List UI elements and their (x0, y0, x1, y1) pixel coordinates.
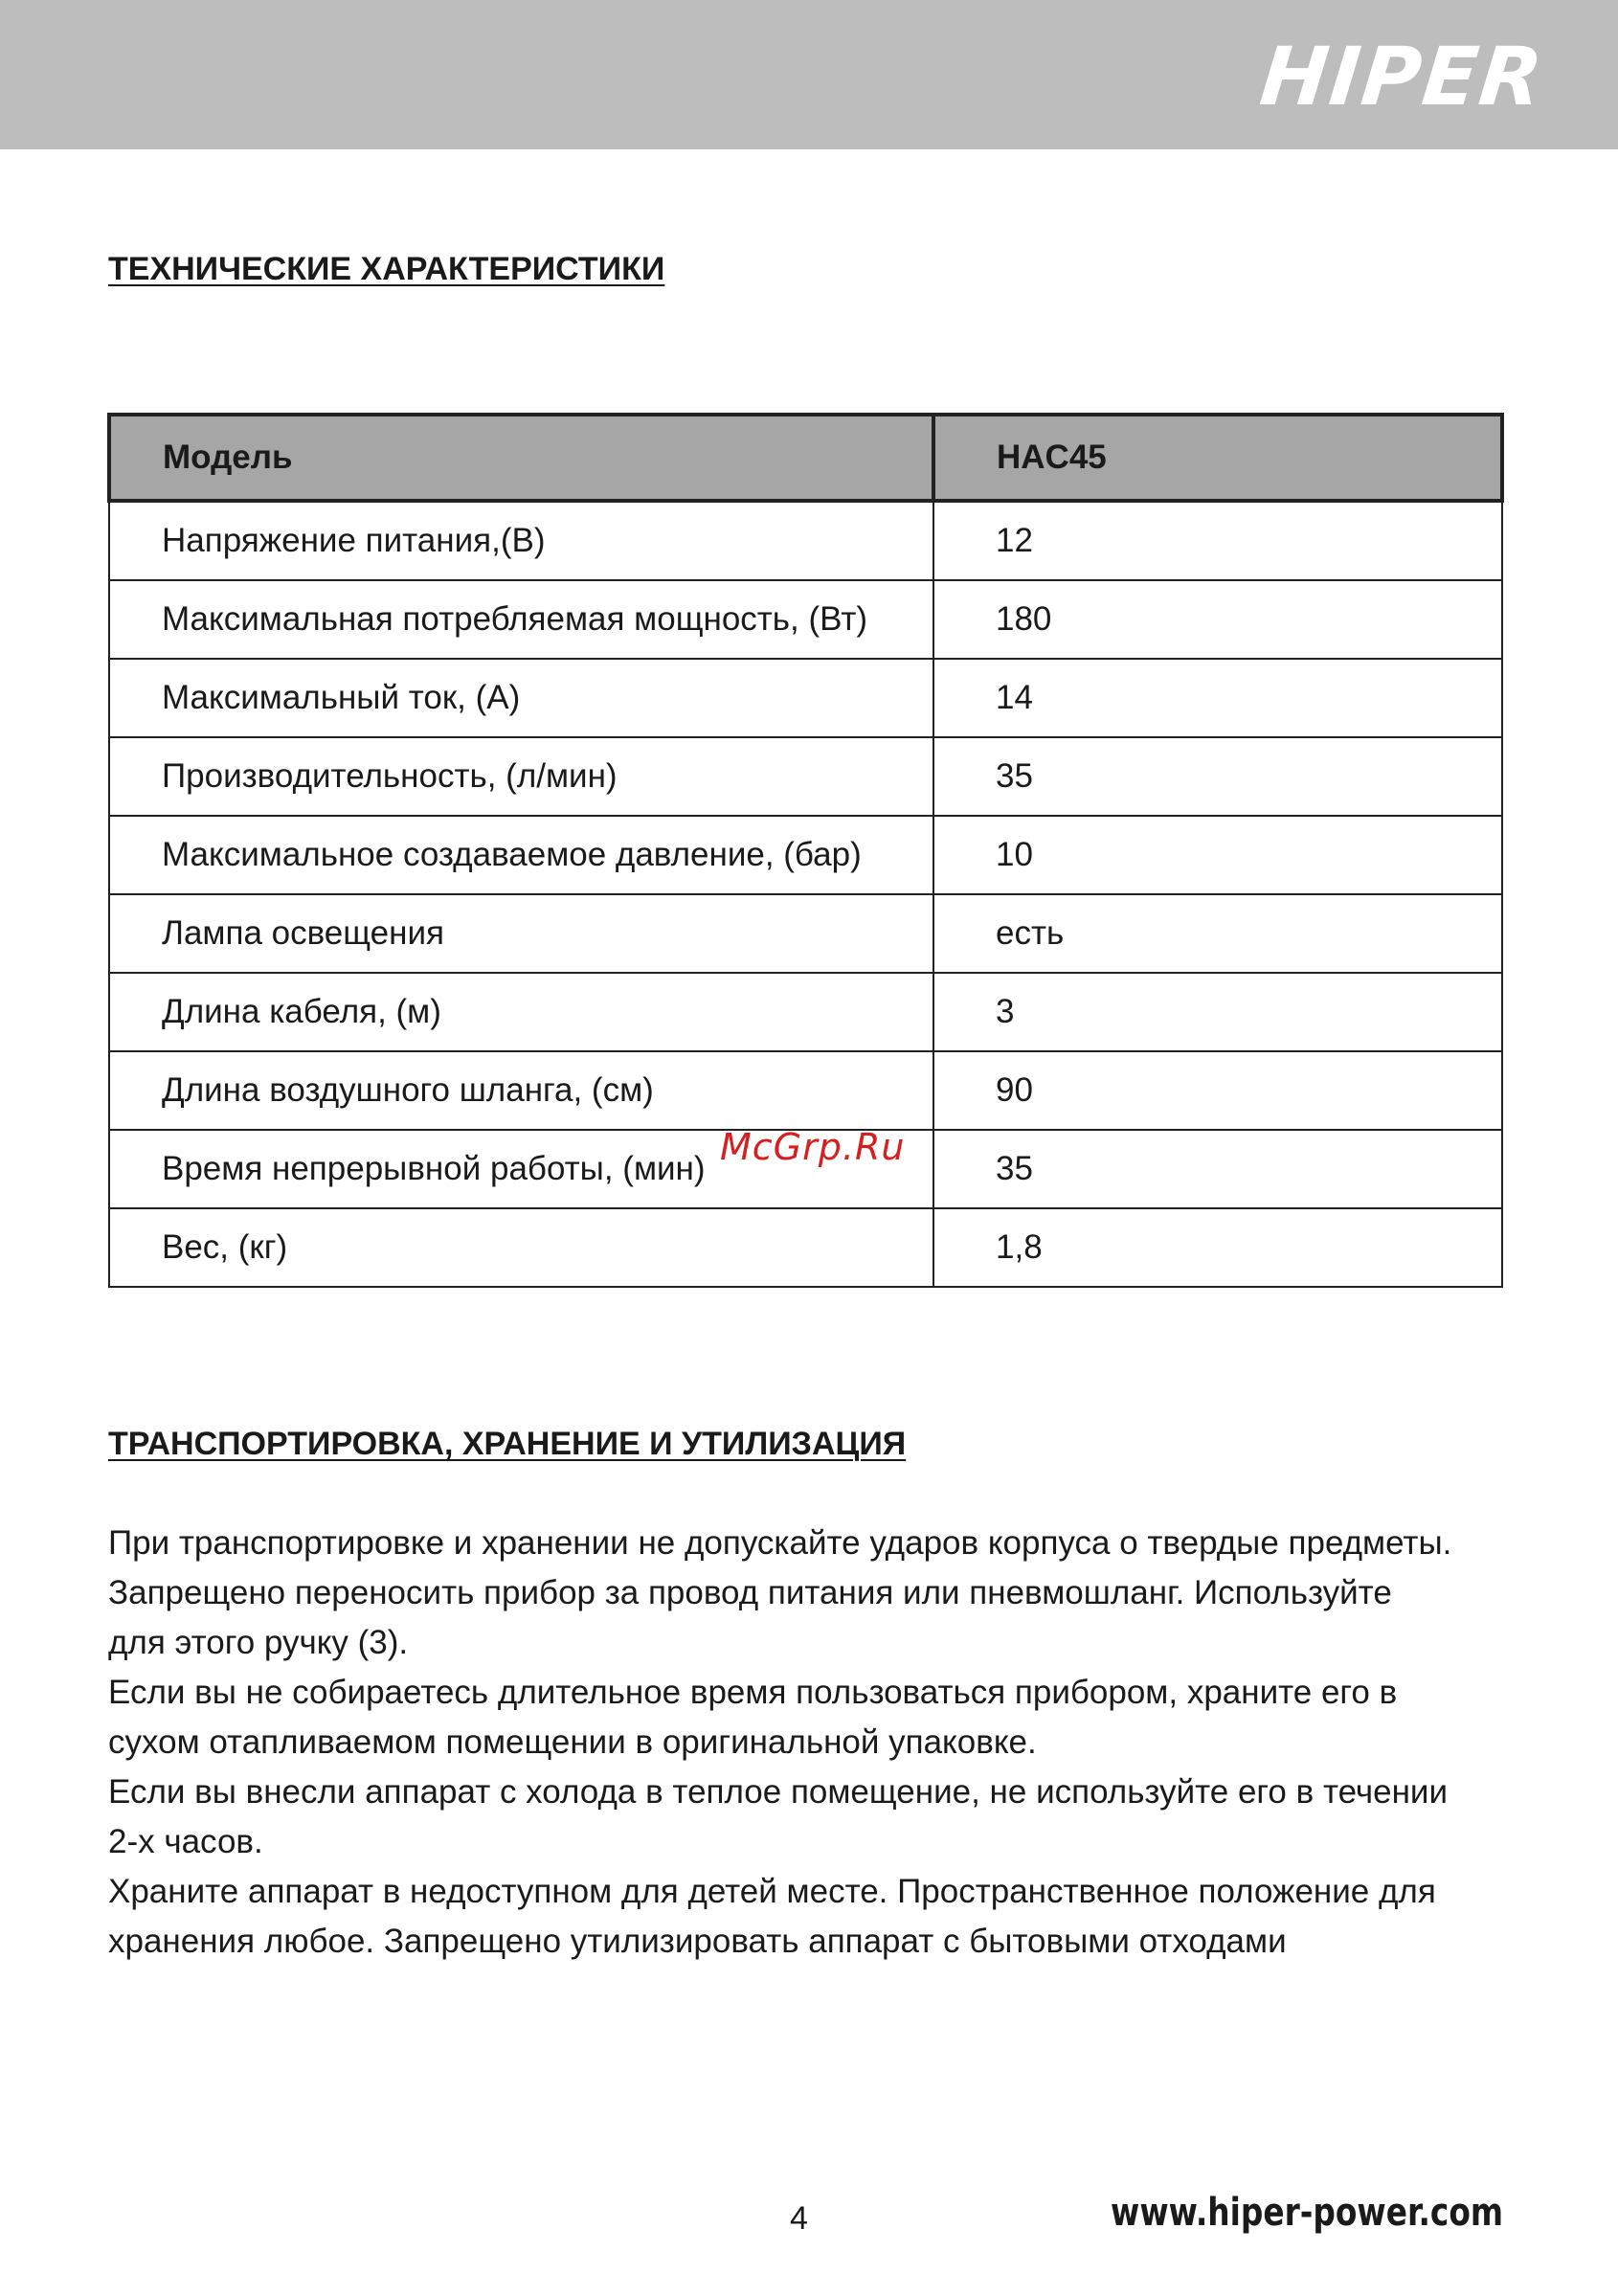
table-row (109, 737, 1502, 816)
spec-header-value: HAC45 (933, 415, 1502, 501)
spec-param-cell: Напряжение питания,(В) (109, 501, 933, 580)
table-row (109, 1208, 1502, 1287)
spec-param-cell: Максимальный ток, (А) (109, 659, 933, 737)
spec-value-cell: есть (933, 894, 1502, 973)
spec-value-cell: 1,8 (933, 1208, 1502, 1287)
text-line: сухом отапливаемом помещении в оригинальной упаковке. (108, 1723, 1037, 1761)
spec-value-cell: 35 (933, 737, 1502, 816)
watermark: McGrp.Ru (720, 1126, 906, 1168)
spec-param-cell: Длина воздушного шланга, (см) (109, 1051, 933, 1130)
spec-value-cell: 180 (933, 580, 1502, 659)
table-row (109, 816, 1502, 894)
header-bar (0, 0, 1618, 149)
page-number: 4 (790, 2200, 808, 2237)
spec-param-cell: Лампа освещения (109, 894, 933, 973)
text-line: для этого ручку (3). (108, 1624, 409, 1661)
text-line: 2-х часов. (108, 1823, 263, 1860)
spec-param-cell: Время непрерывной работы, (мин) (109, 1130, 933, 1208)
table-row (109, 659, 1502, 737)
website-url: www.hiper-power.com (1110, 2191, 1503, 2235)
table-row (109, 894, 1502, 973)
text-line: Храните аппарат в недоступном для детей месте. Пространственное положение для (108, 1873, 1436, 1910)
spec-param-cell: Максимальная потребляемая мощность, (Вт) (109, 580, 933, 659)
spec-value-cell: 10 (933, 816, 1502, 894)
text-line: хранения любое. Запрещено утилизировать аппарат с бытовыми отходами (108, 1923, 1287, 1960)
spec-param-cell: Производительность, (л/мин) (109, 737, 933, 816)
table-row (109, 580, 1502, 659)
specs-section-title: ТЕХНИЧЕСКИЕ ХАРАКТЕРИСТИКИ (108, 251, 665, 287)
spec-param-cell: Длина кабеля, (м) (109, 973, 933, 1051)
brand-logo: HIPER (1255, 30, 1549, 124)
spec-value-cell: 14 (933, 659, 1502, 737)
transport-section-title: ТРАНСПОРТИРОВКА, ХРАНЕНИЕ И УТИЛИЗАЦИЯ (108, 1426, 907, 1462)
text-line: Запрещено переносить прибор за провод питания или пневмошланг. Используйте (108, 1574, 1392, 1611)
spec-table-header-row (109, 415, 1502, 501)
spec-param-cell: Вес, (кг) (109, 1208, 933, 1287)
spec-value-cell: 3 (933, 973, 1502, 1051)
table-row (109, 1051, 1502, 1130)
spec-value-cell: 90 (933, 1051, 1502, 1130)
spec-value-cell: 12 (933, 501, 1502, 580)
spec-param-cell: Максимальное создаваемое давление, (бар) (109, 816, 933, 894)
text-line: Если вы не собираетесь длительное время пользоваться прибором, храните его в (108, 1674, 1398, 1711)
spec-header-param: Модель (109, 415, 933, 501)
spec-value-cell: 35 (933, 1130, 1502, 1208)
table-row (109, 501, 1502, 580)
transport-text (108, 1519, 1525, 1967)
text-line: Если вы внесли аппарат с холода в теплое помещение, не используйте его в течении (108, 1773, 1449, 1811)
table-row (109, 973, 1502, 1051)
text-line: При транспортировке и хранении не допускайте ударов корпуса о твердые предметы. (108, 1524, 1452, 1562)
